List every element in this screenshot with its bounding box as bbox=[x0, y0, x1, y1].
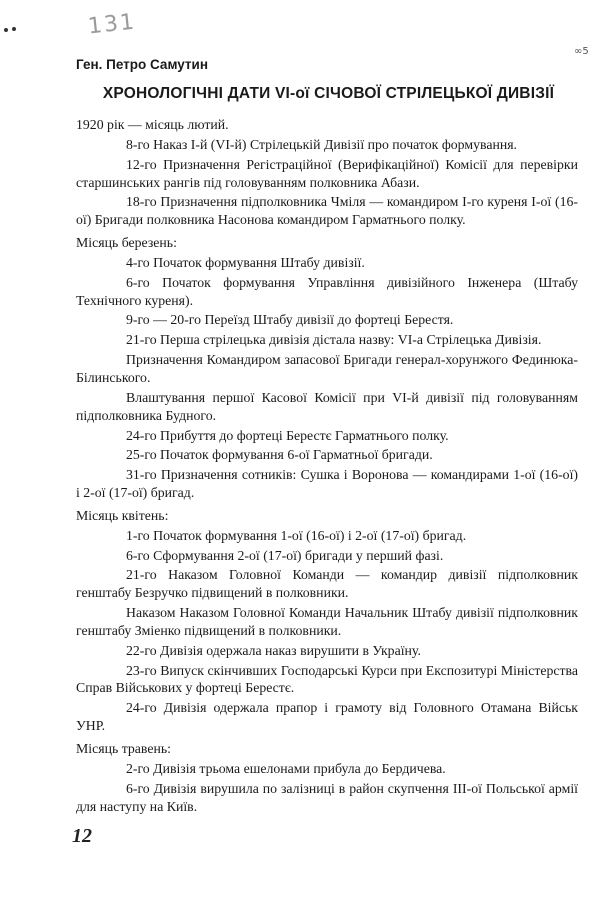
chronology-entry: 2-го Дивізія трьома ешелонами прибула до Бердичева. bbox=[126, 760, 446, 776]
chronology-entry: Призначення Командиром запасової Бригади генерал-хорунжого Фединюка-Білинського. bbox=[76, 352, 578, 385]
chronology-entry: 22-го Дивізія одержала наказ вирушити в Україну. bbox=[126, 642, 421, 658]
handwritten-page-number: 131 bbox=[86, 9, 138, 40]
chronology-entry: 23-го Випуск скінчивших Господарські Курси при Експозитурі Міністерства Справ Військових у фортеці Берестє. bbox=[76, 662, 578, 696]
chronology-entry: 6-го Сформування 2-ої (17-ої) бригади у перший фазі. bbox=[126, 547, 444, 563]
chronology-entry: 8-го Наказ І-й (VІ-й) Стрілецькій Дивізії про початок формування. bbox=[126, 136, 518, 152]
month-heading: Місяць квітень: bbox=[76, 507, 169, 523]
chronology-entry: 25-го Початок формування 6-ої Гарматньої бригади. bbox=[126, 447, 433, 463]
chronology-entry: 6-го Дивізія вирушила по залізниці в район скупчення ІІІ-ої Польської армії для наступу на Київ. bbox=[76, 780, 578, 814]
page-number: 12 bbox=[72, 825, 92, 847]
chronology-entry: 9-го — 20-го Переїзд Штабу дивізії до фортеці Берестя. bbox=[126, 312, 454, 328]
chronology-entry: 18-го Призначення підполковника Чміля — командиром І-го куреня І-ої (16-ої) Бригади полковника Насонова командиром Гарматнього полку. bbox=[76, 194, 578, 228]
chronology-entry: 24-го Прибуття до фортеці Берестє Гарматнього полку. bbox=[126, 427, 449, 443]
chronology-entry: 4-го Початок формування Штабу дивізії. bbox=[126, 254, 365, 270]
chronology-entry: 21-го Перша стрілецька дивізія дістала назву: VІ-а Стрілецька Дивізія. bbox=[126, 332, 542, 348]
chronology-entry: Влаштування першої Касової Комісії при VІ-й дивізії під головуванням підполковника Будного. bbox=[76, 389, 578, 423]
chronology-entry: 24-го Дивізія одержала прапор і грамоту від Головного Отамана Військ УНР. bbox=[76, 700, 578, 734]
punch-hole-mark bbox=[12, 27, 16, 31]
chronology-entry: 21-го Наказом Головної Команди — командир дивізії підполковник генштабу Безручко підвищений в полковники. bbox=[76, 567, 578, 601]
chronology-text bbox=[76, 111, 578, 815]
chronology-entry: 6-го Початок формування Управління дивізійного Інженера (Штабу Технічного куреня). bbox=[76, 274, 578, 308]
month-heading: Місяць березень: bbox=[76, 235, 177, 251]
document-title: ХРОНОЛОГІЧНІ ДАТИ VI-ої СІЧОВОЇ СТРІЛЕЦЬКОЇ ДИВІЗІЇ bbox=[102, 85, 555, 102]
chronology-entry: 31-го Призначення сотників: Сушка і Воронова — командирами 1-ої (16-ої) і 2-ої (17-ої) бригад. bbox=[76, 467, 578, 501]
punch-hole-mark bbox=[4, 28, 8, 32]
chronology-entry: 12-го Призначення Регістраційної (Верифікаційної) Комісії для перевірки старшинських рангів під головуванням полковника Абази. bbox=[76, 156, 578, 190]
corner-mark: ∞5 bbox=[574, 46, 589, 57]
month-heading: Місяць травень: bbox=[76, 741, 171, 756]
chronology-entry: 1-го Початок формування 1-ої (16-ої) і 2-ої (17-ої) бригад. bbox=[126, 527, 467, 543]
author-name: Ген. Петро Самутин bbox=[76, 57, 208, 72]
chronology-entry: Наказом Наказом Головної Команди Начальник Штабу дивізії підполковник генштабу Зміенко підвищений в полковники. bbox=[76, 605, 578, 638]
month-heading: 1920 рік — місяць лютий. bbox=[76, 117, 229, 132]
